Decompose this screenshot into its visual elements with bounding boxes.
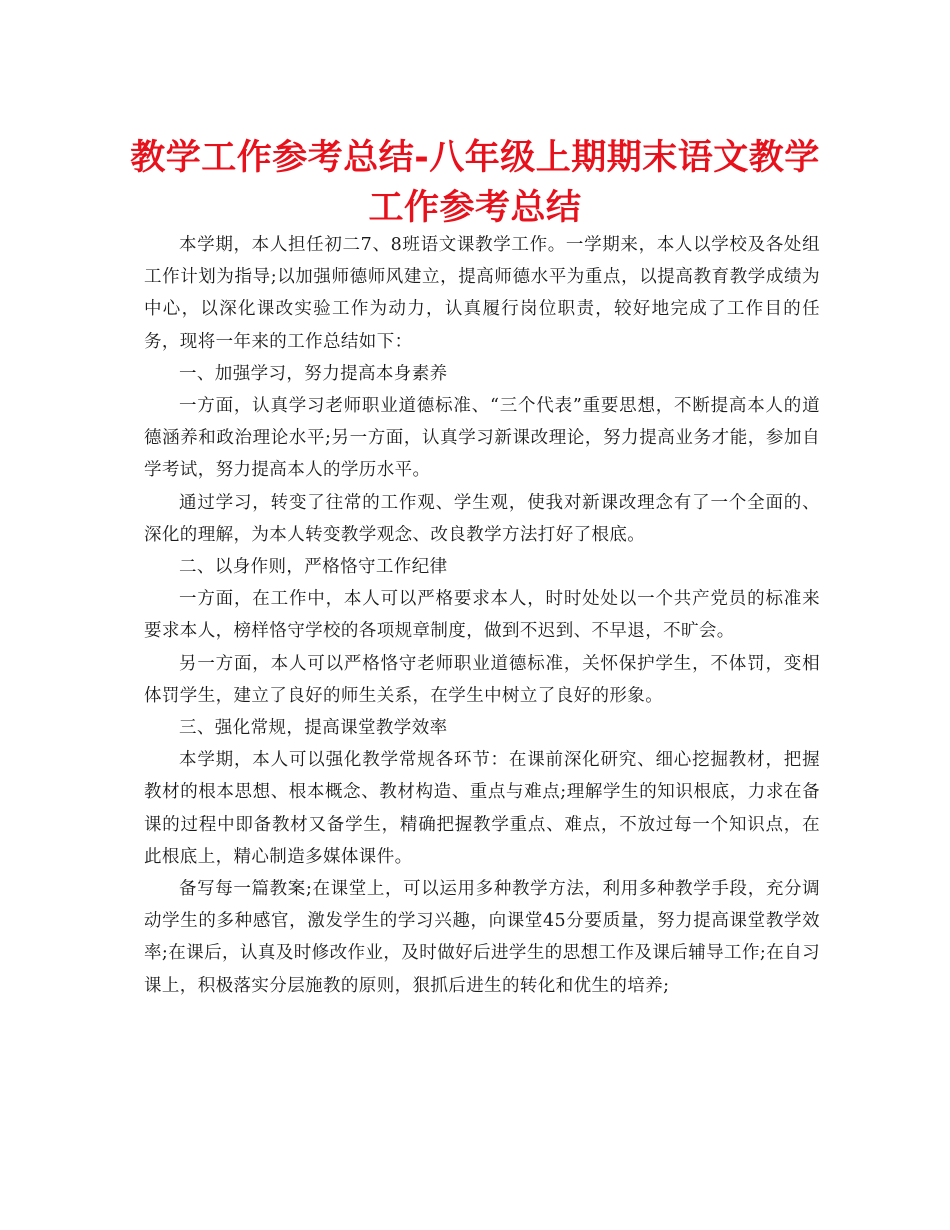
section-heading-3: 三、强化常规，提高课堂教学效率 xyxy=(179,718,448,739)
document-body xyxy=(144,229,820,1002)
paragraph: 通过学习，转变了往常的工作观、学生观，使我对新课改理念有了一个全面的、深化的理解，为本人转变教学观念、改良教学方法打好了根底。 xyxy=(144,492,820,545)
paragraph: 本学期，本人可以强化教学常规各环节：在课前深化研究、细心挖掘教材，把握教材的根本思想、根本概念、教材构造、重点与难点;理解学生的知识根底，力求在备课的过程中即备教材又备学生，精确把握教学重点、难点，不放过每一个知识点，在此根底上，精心制造多媒体课件。 xyxy=(144,750,820,867)
paragraph: 另一方面，本人可以严格恪守老师职业道德标准，关怀保护学生，不体罚，变相体罚学生，建立了良好的师生关系，在学生中树立了良好的形象。 xyxy=(144,653,820,706)
section-heading-1: 一、加强学习，努力提高本身素养 xyxy=(179,363,448,384)
paragraph: 一方面，在工作中，本人可以严格要求本人，时时处处以一个共产党员的标准来要求本人，榜样恪守学校的各项规章制度，做到不迟到、不早退，不旷会。 xyxy=(144,589,820,642)
paragraph: 一方面，认真学习老师职业道德标准、“三个代表”重要思想，不断提高本人的道德涵养和政治理论水平;另一方面，认真学习新课改理论，努力提高业务才能，参加自学考试，努力提高本人的学历水平。 xyxy=(144,396,820,481)
paragraph-intro: 本学期，本人担任初二7、8班语文课教学工作。一学期来，本人以学校及各处组工作计划为指导;以加强师德师风建立，提高师德水平为重点，以提高教育教学成绩为中心，以深化课改实验工作为动力，认真履行岗位职责，较好地完成了工作目的任务，现将一年来的工作总结如下： xyxy=(144,235,820,352)
paragraph: 备写每一篇教案;在课堂上，可以运用多种教学方法，利用多种教学手段，充分调动学生的多种感官，激发学生的学习兴趣，向课堂45分要质量，努力提高课堂教学效率;在课后，认真及时修改作业，及时做好后进学生的思想工作及课后辅导工作;在自习课上，积极落实分层施教的原则，狠抓后进生的转化和优生的培养; xyxy=(144,879,820,996)
section-heading-2: 二、以身作则，严格恪守工作纪律 xyxy=(179,557,448,578)
document-title: 教学工作参考总结-八年级上期期末语文教学工作参考总结 xyxy=(130,138,820,228)
